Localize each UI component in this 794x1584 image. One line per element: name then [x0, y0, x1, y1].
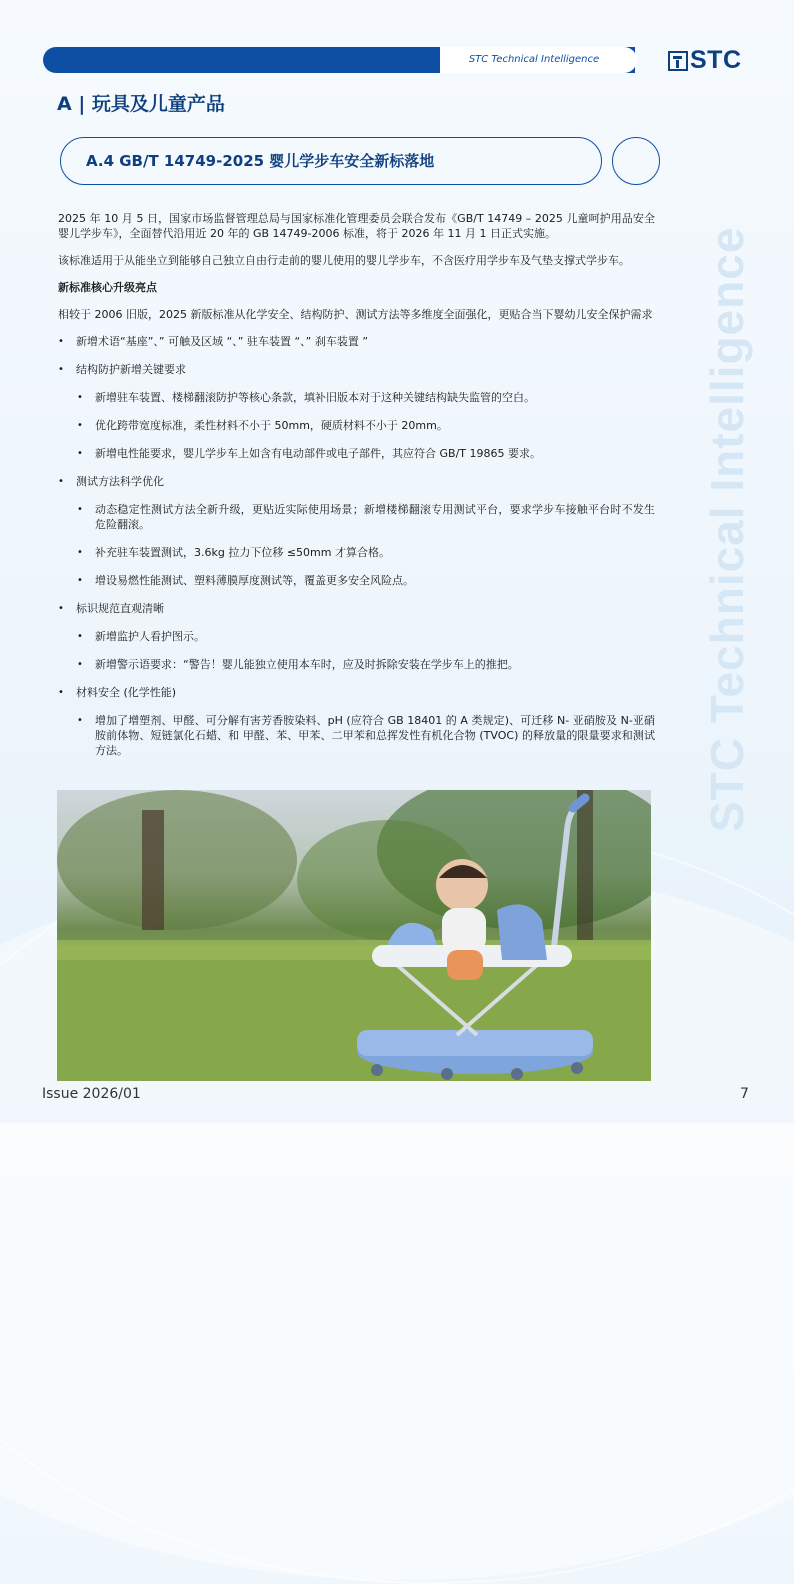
- section-title: A | 玩具及儿童产品: [57, 93, 225, 115]
- sub-bullet-item: • 增设易燃性能测试、塑料薄膜厚度测试等，覆盖更多安全风险点。: [58, 573, 655, 588]
- highlights-heading: 新标准核心升级亮点: [58, 281, 157, 294]
- subsection-title: A.4 GB/T 14749-2025 婴儿学步车安全新标落地: [86, 152, 435, 170]
- vertical-watermark: STC Technical Intelligence: [701, 226, 753, 832]
- footer-issue: Issue 2026/01: [42, 1086, 141, 1102]
- sub-bullet-item: • 新增电性能要求，婴儿学步车上如含有电动部件或电子部件，其应符合 GB/T 19865 要求。: [58, 446, 655, 461]
- stc-logo: [668, 46, 742, 75]
- bullet-item: • 结构防护新增关键要求: [58, 362, 655, 377]
- bullet-item: • 测试方法科学优化: [58, 474, 655, 489]
- footer-page-number: 7: [740, 1086, 749, 1102]
- baby-walker-photo: [57, 790, 651, 1081]
- sub-bullet-item: • 动态稳定性测试方法全新升级，更贴近实际使用场景；新增楼梯翻滚专用测试平台，要求学步车接触平台时不发生危险翻滚。: [58, 502, 655, 532]
- decorative-circle: [612, 137, 660, 185]
- article-body: [58, 211, 655, 771]
- sub-bullet-item: • 优化跨带宽度标准，柔性材料不小于 50mm，硬质材料不小于 20mm。: [58, 418, 655, 433]
- stc-logo-mark-icon: [668, 51, 688, 71]
- sub-bullet-item: • 补充驻车装置测试，3.6kg 拉力下位移 ≤50mm 才算合格。: [58, 545, 655, 560]
- stc-logo-text: STC: [690, 46, 742, 74]
- sub-bullet-item: • 新增驻车装置、楼梯翻滚防护等核心条款，填补旧版本对于这种关键结构缺失监管的空白。: [58, 390, 655, 405]
- sub-bullet-item: • 新增警示语要求：“警告！婴儿能独立使用本车时，应及时拆除安装在学步车上的推把。: [58, 657, 655, 672]
- bullet-item: • 材料安全 (化学性能): [58, 685, 655, 700]
- paragraph: 2025 年 10 月 5 日，国家市场监督管理总局与国家标准化管理委员会联合发布《GB/T 14749 – 2025 儿童呵护用品安全 婴儿学步车》，全面替代沿用近 20 年的 GB 14749-2006 标准，将于 2026 年 11 月 1 日正式实施。: [58, 212, 655, 240]
- highlights-intro: 相较于 2006 旧版，2025 新版标准从化学安全、结构防护、测试方法等多维度全面强化，更贴合当下婴幼儿安全保护需求: [58, 308, 653, 321]
- sub-bullet-item: • 增加了增塑剂、甲醛、可分解有害芳香胺染料、pH (应符合 GB 18401 的 A 类规定)、可迁移 N- 亚硝胺及 N-亚硝胺前体物、短链氯化石蜡、和 甲醛、苯、甲苯、二甲苯和总挥发性有机化合物 (TVOC) 的释放量的限量要求和测试方法。: [58, 713, 655, 758]
- header-tagline: STC Technical Intelligence: [468, 54, 600, 65]
- paragraph: 该标准适用于从能坐立到能够自己独立自由行走前的婴儿使用的婴儿学步车，不含医疗用学步车及气垫支撑式学步车。: [58, 254, 630, 267]
- bullet-item: • 新增术语“基座”、” 可触及区域 “、” 驻车装置 “、” 刹车装置 ”: [58, 334, 655, 349]
- bullet-item: • 标识规范直观清晰: [58, 601, 655, 616]
- sub-bullet-item: • 新增监护人看护图示。: [58, 629, 655, 644]
